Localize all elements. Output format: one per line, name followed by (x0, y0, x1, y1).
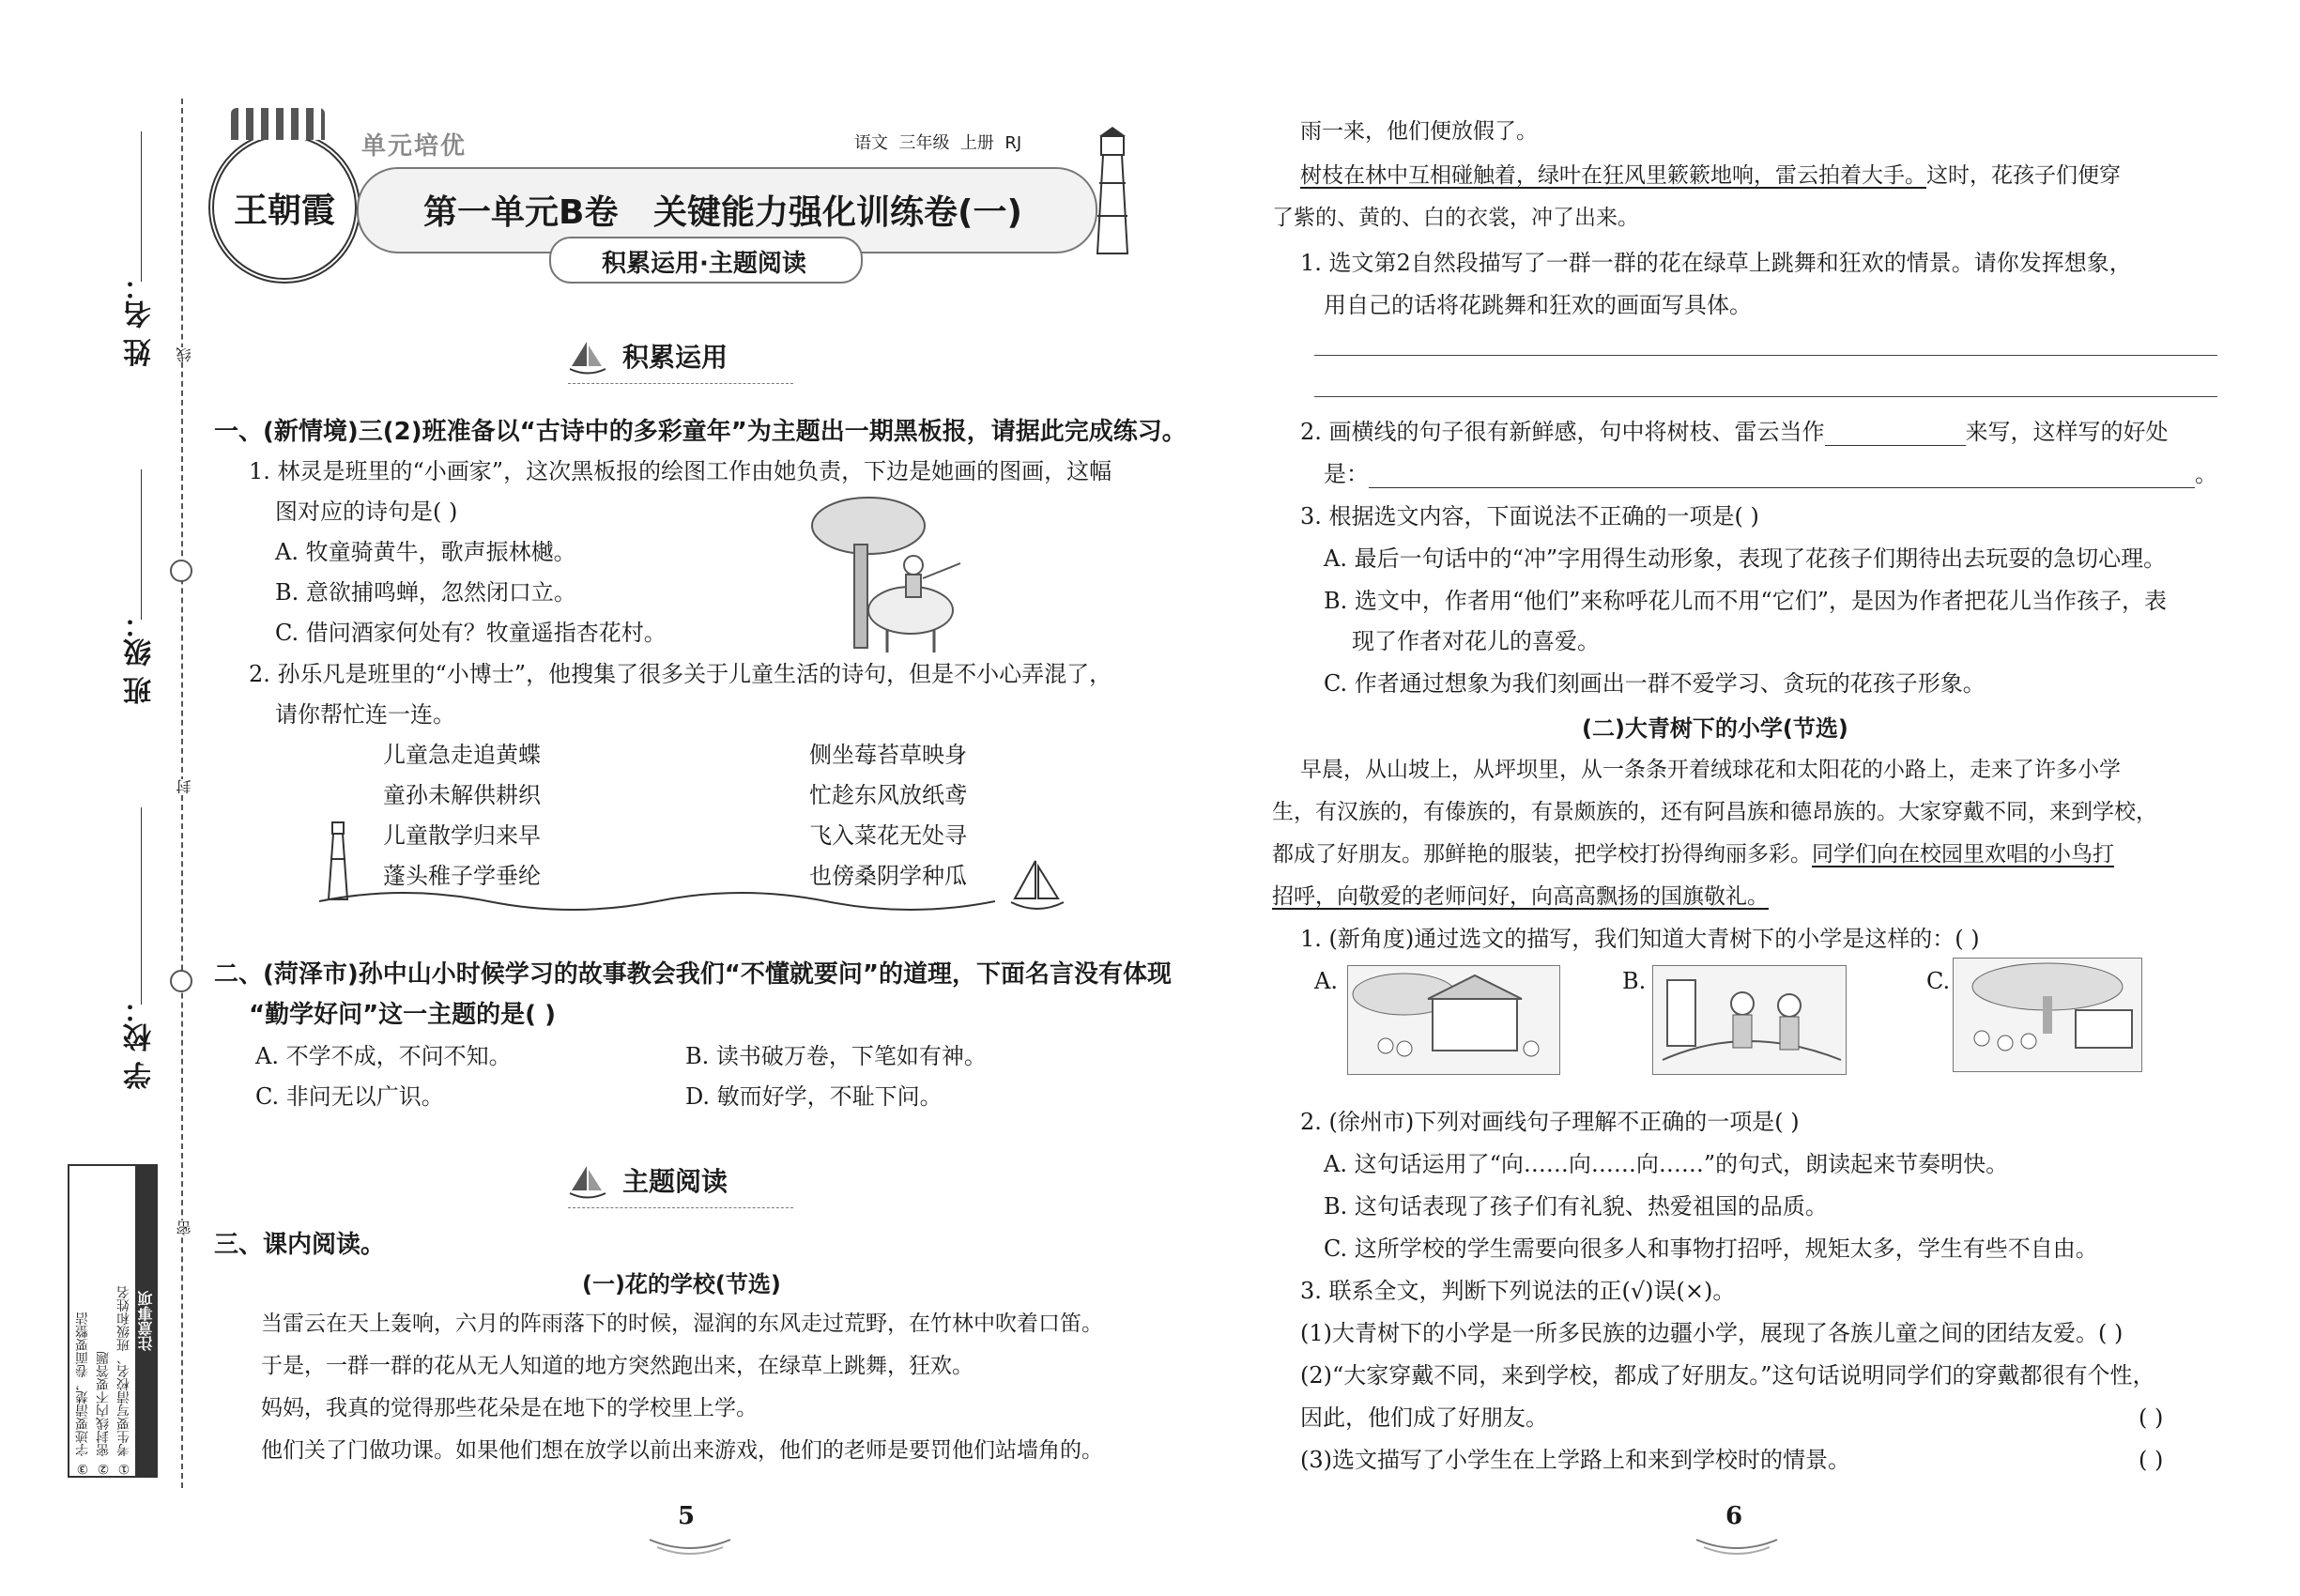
passage-text: 这时，花孩子们便穿 (1926, 163, 2121, 188)
reading-p2-q3: 3. 联系全文，判断下列说法的正(√)误(×)。 (1300, 1278, 1736, 1304)
option-a[interactable]: A. 不学不成，不问不知。 (255, 1043, 512, 1069)
fill-blank[interactable] (1825, 422, 1966, 446)
question-text: 来写，这样写的好处 (1965, 419, 2169, 445)
question-2-stem: 二、(菏泽市)孙中山小时候学习的故事教会我们“不懂就要问”的道理，下面名言没有体现 (214, 960, 1172, 989)
notice-box (68, 1164, 158, 1478)
reading-q2-cont (1324, 460, 2217, 488)
page-number-ornament (648, 1530, 732, 1558)
divider (568, 1207, 793, 1208)
question-3-stem: 三、课内阅读。 (214, 1231, 386, 1259)
meta-info: 语文 三年级 上册 RJ (854, 133, 1022, 153)
class-label: 班 级： (124, 610, 157, 705)
match-right-item[interactable]: 也傍桑阴学种瓜 (809, 863, 967, 889)
option-d[interactable]: D. 敏而好学，不耻下问。 (685, 1083, 943, 1110)
passage-line (1300, 161, 2121, 190)
seal-mark-feng: 封 (176, 779, 193, 794)
question-text: 。 (2195, 461, 2217, 487)
underlined-sentence: 招呼，向敬爱的老师问好，向高高飘扬的国旗敬礼。 (1272, 884, 1769, 909)
passage-line: 妈妈，我真的觉得那些花朵是在地下的学校里上学。 (261, 1396, 758, 1420)
judgement-item-cont: 因此，他们成了好朋友。 (1300, 1404, 1548, 1431)
reading-q1: 1. 选文第2自然段描写了一群一群的花在绿草上跳舞和狂欢的情景。请你发挥想象， (1300, 250, 2132, 276)
divider (568, 383, 793, 384)
question-1-2: 2. 孙乐凡是班里的“小博士”，他搜集了很多关于儿童生活的诗句，但是不小心弄混了， (249, 661, 1112, 687)
option-b-label[interactable]: B. (1622, 968, 1647, 994)
question-1-1: 1. 林灵是班里的“小画家”，这次黑板报的绘图工作由她负责，下边是她画的图画，这幅 (249, 458, 1112, 484)
sailboat-icon (568, 340, 607, 376)
option-c[interactable]: C. 借问酒家何处有？牧童遥指杏花村。 (275, 620, 667, 646)
page-number: 6 (1725, 1502, 1743, 1530)
passage-line: 于是，一群一群的花从无人知道的地方突然跑出来，在绿草上跳舞，狂欢。 (261, 1354, 974, 1378)
sailboat-icon (568, 1164, 607, 1200)
school-label: 学 校： (124, 995, 157, 1090)
page-subtitle: 积累运用·主题阅读 (602, 250, 806, 278)
reading-q2 (1300, 418, 2169, 446)
match-left-item[interactable]: 童孙未解供耕织 (383, 782, 541, 808)
passage-title: (二)大青树下的小学(节选) (1582, 715, 1848, 742)
option-c[interactable]: C. 这所学校的学生需要向很多人和事物打招呼，规矩太多，学生有些不自由。 (1324, 1235, 2098, 1262)
name-label: 姓 名： (124, 272, 157, 367)
seal-circle-icon (170, 970, 192, 992)
section-title: 积累运用 (622, 342, 728, 373)
underlined-sentence: 树枝在林中互相碰触着，绿叶在狂风里簌簌地响，雷云拍着大手。 (1300, 163, 1926, 188)
notice-item: ② 密封线内不要答题 (96, 1351, 111, 1476)
reading-q1-cont: 用自己的话将花跳舞和狂欢的画面写具体。 (1324, 292, 1752, 318)
wave-decoration (319, 882, 995, 920)
judgement-item[interactable]: (1)大青树下的小学是一所多民族的边疆小学，展现了各族儿童之间的团结友爱。( ) (1300, 1320, 2124, 1346)
section-title: 主题阅读 (622, 1166, 728, 1197)
reading-q3: 3. 根据选文内容，下面说法不正确的一项是( ) (1300, 503, 1759, 529)
passage-line: 早晨，从山坡上，从坪坝里，从一条条开着绒球花和太阳花的小路上，走来了许多小学 (1300, 758, 2121, 782)
class-field-line[interactable] (141, 469, 142, 620)
passage-line: 生，有汉族的，有傣族的，有景颇族的，还有阿昌族和德昂族的。大家穿戴不同，来到学校， (1272, 800, 2157, 824)
option-a-label[interactable]: A. (1314, 968, 1338, 994)
seal-mark-xian: 线 (176, 347, 193, 362)
option-c[interactable]: C. 作者通过想象为我们刻画出一群不爱学习、贪玩的花孩子形象。 (1324, 670, 1986, 697)
answer-line[interactable] (1314, 396, 2217, 397)
answer-paren[interactable]: ( ) (2139, 1404, 2164, 1431)
match-left-item[interactable]: 儿童散学归来早 (383, 822, 541, 849)
page-title: 第一单元B卷 关键能力强化训练卷(一) (423, 193, 1022, 232)
match-right-item[interactable]: 忙趁东风放纸鸢 (809, 782, 967, 808)
option-c-label[interactable]: C. (1926, 968, 1951, 994)
underlined-sentence: 同学们向在校园里欢唱的小鸟打 (1812, 842, 2114, 867)
passage-line: 了紫的、黄的、白的衣裳，冲了出来。 (1272, 206, 1639, 230)
match-right-item[interactable]: 侧坐莓苔草映身 (809, 742, 967, 768)
brand-logo (208, 131, 360, 284)
question-1-stem: 一、(新情境)三(2)班准备以“古诗中的多彩童年”为主题出一期黑板报，请据此完成练习。 (214, 418, 1187, 446)
passage-title: (一)花的学校(节选) (582, 1271, 781, 1297)
notice-item: ③ 字迹要清楚，卷面要整洁 (75, 1312, 90, 1476)
match-left-item[interactable]: 蓬头稚子学垂纶 (383, 863, 541, 889)
answer-line[interactable] (1314, 355, 2217, 356)
crown-icon (231, 108, 325, 140)
option-b-image[interactable] (1652, 965, 1847, 1075)
series-label: 单元培优 (361, 132, 468, 161)
passage-line: 当雷云在天上轰响，六月的阵雨落下的时候，湿润的东风走过荒野，在竹林中吹着口笛。 (261, 1312, 1103, 1336)
lighthouse-icon (1084, 127, 1141, 258)
option-a-image[interactable] (1347, 965, 1560, 1075)
match-left-item[interactable]: 儿童急走追黄蝶 (383, 742, 541, 768)
option-b[interactable]: B. 选文中，作者用“他们”来称呼花儿而不用“它们”，是因为作者把花儿当作孩子，表 (1324, 588, 2167, 614)
option-b[interactable]: B. 意欲捕鸣蝉，忽然闭口立。 (275, 579, 576, 606)
seal-circle-icon (170, 560, 192, 582)
school-field-line[interactable] (141, 807, 142, 1005)
passage-text: 都成了好朋友。那鲜艳的服装，把学校打扮得绚丽多彩。 (1272, 842, 1812, 867)
option-c-image[interactable] (1953, 958, 2142, 1072)
judgement-item[interactable]: (2)“大家穿戴不同，来到学校，都成了好朋友。”这句话说明同学们的穿戴都很有个性， (1300, 1362, 2155, 1389)
reading-p2-q1: 1. (新角度)通过选文的描写，我们知道大青树下的小学是这样的：( ) (1300, 926, 1980, 952)
option-a[interactable]: A. 最后一句话中的“冲”字用得生动形象，表现了花孩子们期待出去玩耍的急切心理。 (1324, 545, 2167, 572)
page-number: 5 (678, 1502, 696, 1530)
question-1-1-cont: 图对应的诗句是( ) (275, 499, 458, 525)
section-header-reading (568, 1164, 728, 1200)
question-1-2-cont: 请你帮忙连一连。 (275, 701, 455, 728)
question-2-stem-cont: “勤学好问”这一主题的是( ) (249, 1001, 556, 1029)
question-text: 2. 画横线的句子很有新鲜感，句中将树枝、雷云当作 (1300, 419, 1825, 445)
reading-p2-q2: 2. (徐州市)下列对画线句子理解不正确的一项是( ) (1300, 1109, 1800, 1135)
seal-mark-mi: 密 (176, 1220, 193, 1235)
page-number-ornament (1694, 1530, 1779, 1558)
option-b-cont: 现了作者对花儿的喜爱。 (1352, 628, 1600, 654)
option-a[interactable]: A. 牧童骑黄牛，歌声振林樾。 (275, 539, 576, 565)
notice-item: ① 考生要写清校名、班级和姓名 (116, 1285, 131, 1476)
sailboat-icon (1009, 859, 1066, 915)
option-b[interactable]: B. 这句话表现了孩子们有礼貌、热爱祖国的品质。 (1324, 1193, 1828, 1220)
passage-line: 他们关了门做功课。如果他们想在放学以前出来游戏，他们的老师是要罚他们站墙角的。 (261, 1438, 1103, 1463)
section-header-accumulation (568, 340, 728, 376)
option-b[interactable]: B. 读书破万卷，下笔如有神。 (685, 1043, 987, 1069)
illustration-boy-on-ox (803, 488, 972, 657)
passage-line (1272, 840, 2114, 868)
judgement-item[interactable]: (3)选文描写了小学生在上学路上和来到学校时的情景。 (1300, 1447, 1850, 1473)
fill-blank[interactable] (1369, 465, 2195, 488)
match-right-item[interactable]: 飞入菜花无处寻 (809, 822, 967, 849)
answer-paren[interactable]: ( ) (2139, 1447, 2164, 1473)
option-c[interactable]: C. 非问无以广识。 (255, 1083, 444, 1110)
brand-logo-text: 王朝霞 (233, 190, 335, 230)
notice-title: 注意事项 (135, 1166, 156, 1476)
passage-line: 雨一来，他们便放假了。 (1300, 119, 1538, 144)
name-field-line[interactable] (141, 131, 142, 282)
question-text: 是： (1324, 461, 1369, 487)
option-a[interactable]: A. 这句话运用了“向……向……向……”的句式，朗读起来节奏明快。 (1324, 1151, 2009, 1177)
